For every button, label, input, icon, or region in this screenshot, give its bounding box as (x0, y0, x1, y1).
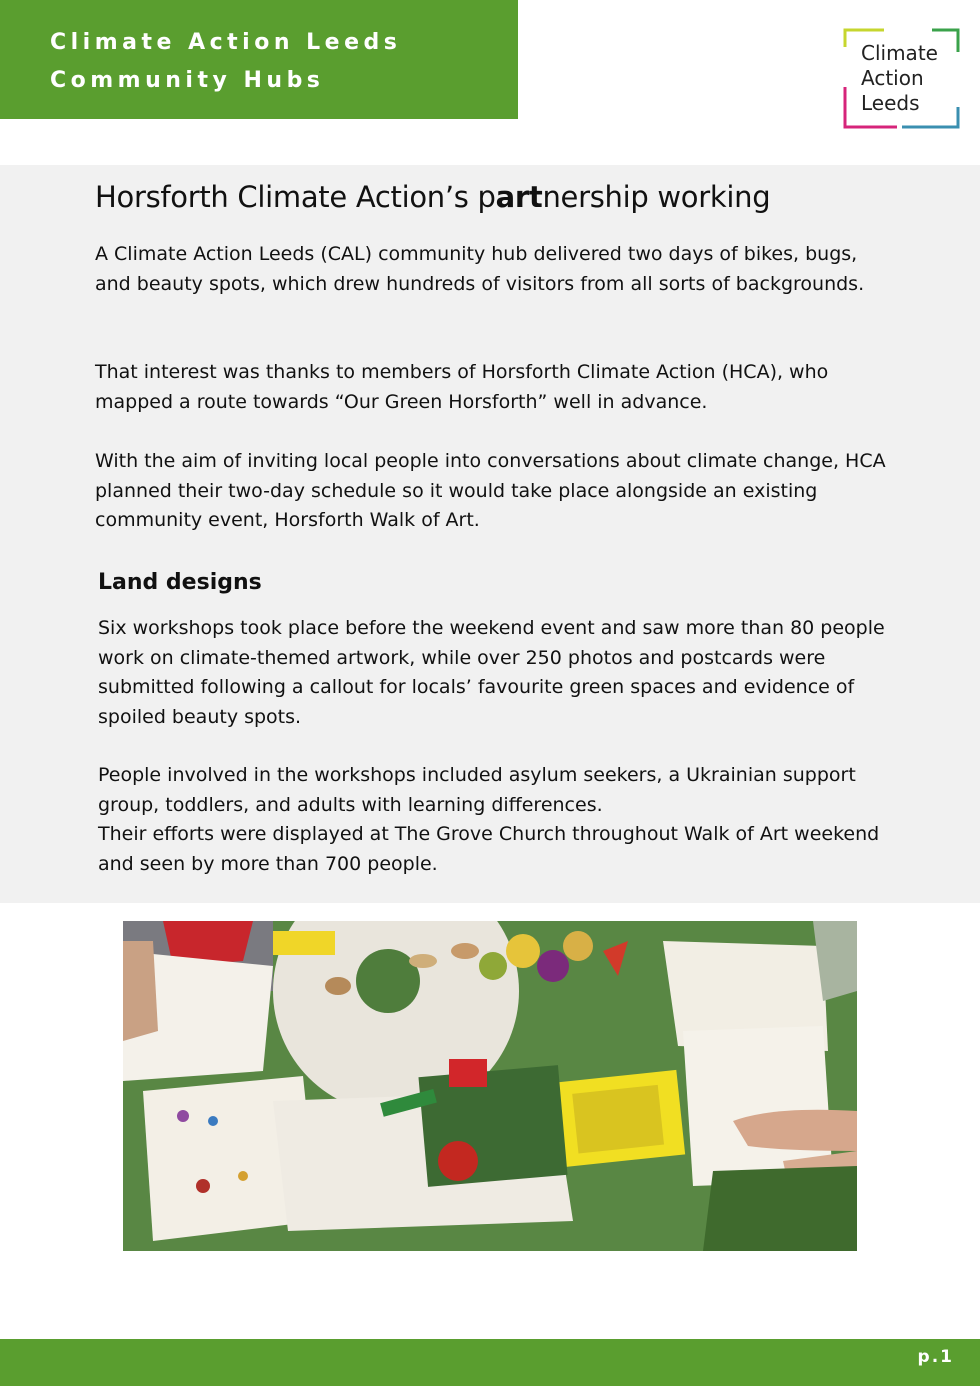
logo-text-line3: Leeds (861, 91, 920, 115)
header-title-line1: Climate Action Leeds (50, 30, 402, 55)
display-sentence: Their efforts were displayed at The Grove Church throughout Walk of Art weekend and seen by more than 700 people. (98, 823, 880, 875)
paragraph-schedule: With the aim of inviting local people into conversations about climate change, HCA planned their two-day schedule so it would take place alongside an existing community event, Horsforth Walk of Art. (95, 450, 886, 531)
article-title (95, 180, 770, 214)
paragraph-hca: That interest was thanks to members of Horsforth Climate Action (HCA), who mapped a route towards “Our Green Horsforth” well in advance. (95, 361, 829, 413)
paragraph-workshops: Six workshops took place before the weekend event and saw more than 80 people work on climate-themed artwork, while over 250 photos and postcards were submitted following a callout for locals’ favourite green spaces and evidence of spoiled beauty spots. (98, 617, 885, 728)
header-title-line2: Community Hubs (50, 68, 325, 93)
title-bold-art: art (495, 180, 543, 214)
page-number: p.1 (917, 1347, 954, 1367)
title-part1: Horsforth Climate Action’s p (95, 180, 496, 214)
logo-text-line2: Action (861, 66, 924, 90)
footer-bar (0, 1339, 980, 1386)
paragraph-intro: A Climate Action Leeds (CAL) community hub delivered two days of bikes, bugs, and beauty spots, which drew hundreds of visitors from all sorts of backgrounds. (95, 243, 865, 295)
title-part2: nership working (542, 180, 771, 214)
header-banner (0, 0, 518, 119)
workshop-photo (123, 921, 857, 1251)
participants-sentence: People involved in the workshops included asylum seekers, a Ukrainian support group, toddlers, and adults with learning differences. (98, 764, 856, 816)
climate-action-leeds-logo (842, 27, 960, 129)
logo-text-line1: Climate (861, 41, 938, 65)
subheading-land-designs: Land designs (98, 570, 262, 595)
paragraph-participants (98, 761, 888, 879)
